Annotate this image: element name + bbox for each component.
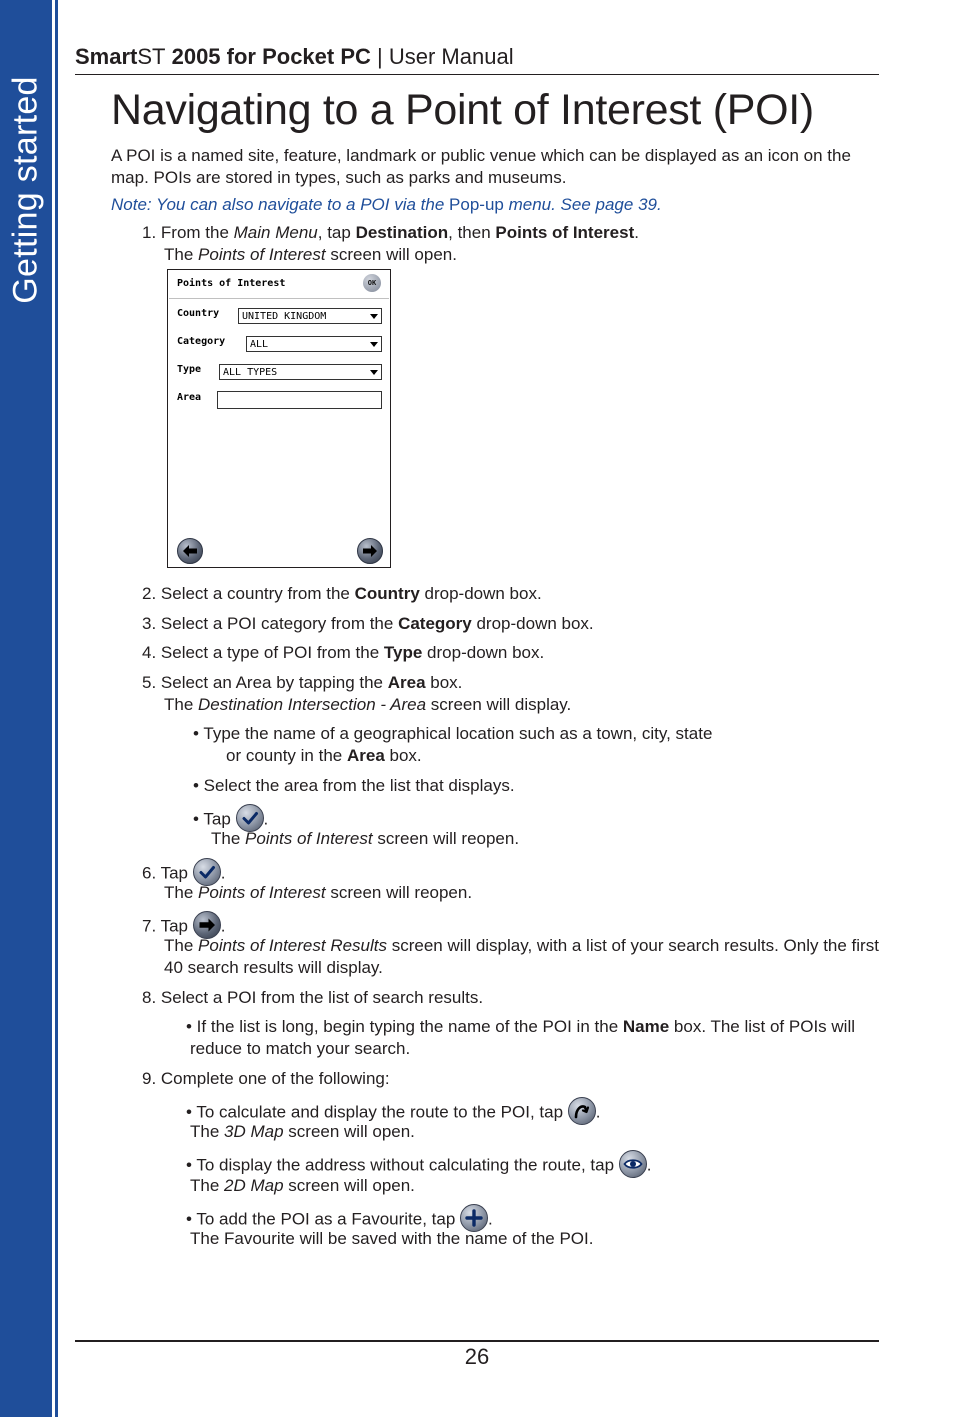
step-text: 3. Select a POI category from the [142,614,399,633]
step-text: The [164,936,199,955]
step-text: • To calculate and display the route to the POI, tap [186,1102,568,1122]
step-9-bullet-1-result [190,1121,415,1143]
side-tab [0,0,52,1417]
step-9-bullet-2-result [190,1175,415,1197]
step-text: screen will reopen. [325,883,473,902]
brand-st: ST [137,44,166,69]
step-text: screen will reopen. [372,829,520,848]
step-text: screen will open. [325,245,457,264]
step-text: screen will open. [283,1176,415,1195]
step-7-result-cont: 40 search results will display. [164,958,383,977]
step-1 [142,222,639,244]
step-text: . [220,863,226,883]
running-header [75,44,879,75]
term-2d-map: 2D Map [224,1176,284,1195]
category-select[interactable] [246,336,382,352]
section-tab-label: Getting started [6,76,45,304]
route-icon [568,1097,596,1125]
note-text-end: menu. See page 39. [503,195,662,214]
side-divider [55,0,58,1417]
step-text: . [220,916,226,936]
step-8-bullet-cont: reduce to match your search. [190,1039,411,1058]
country-label: Country [177,308,220,319]
step-text: The [190,1176,225,1195]
step-text: or county in the [226,746,347,765]
term-category: Category [398,614,472,633]
term-area: Area [387,673,426,692]
type-value: ALL TYPES [223,367,278,378]
step-1-result [164,244,457,266]
ok-button[interactable]: OK [363,274,381,292]
step-text: . [634,223,639,242]
step-text: box. The list of POIs will [669,1017,855,1036]
product-name: 2005 for Pocket PC [165,44,371,69]
step-text: screen will display, with a list of your search results. Only the first [387,936,879,955]
header-separator: | [370,44,389,69]
term-country: Country [354,584,420,603]
term-3d-map: 3D Map [224,1122,284,1141]
footer-divider [75,1340,879,1342]
step-text: 1. From the [142,223,234,242]
term-main-menu: Main Menu [233,223,318,242]
term-points-of-interest: Points of Interest [198,245,326,264]
pda-title: Points of Interest [177,278,286,289]
page-number: 26 [464,1344,490,1369]
note-text: Note: You can also navigate to a POI via the [111,195,450,214]
term-area: Area [346,746,385,765]
step-5-bullet-3-result [211,828,519,850]
step-5-bullet-1: • Type the name of a geographical location such as a town, city, state [193,724,713,743]
area-input[interactable] [217,391,382,409]
area-label: Area [177,392,202,403]
term-points-of-interest: Points of Interest [245,829,373,848]
step-6-result [164,882,472,904]
country-value: UNITED KINGDOM [242,311,327,322]
step-text: box. [425,673,463,692]
step-text: • Tap [193,809,236,829]
term-points-of-interest: Points of Interest [495,223,635,242]
step-text: , tap [317,223,356,242]
step-text: 6. Tap [142,863,193,883]
step-5-bullet-1-cont [226,745,422,767]
step-text: screen will display. [426,695,572,714]
step-text: 4. Select a type of POI from the [142,643,384,662]
step-text: . [595,1102,601,1122]
step-9-bullet-3-result: The Favourite will be saved with the name of the POI. [190,1229,594,1248]
pda-divider [169,298,389,299]
poi-screen-screenshot [167,269,391,568]
step-text: • To display the address without calculating the route, tap [186,1155,619,1175]
step-text: drop-down box. [419,584,542,603]
step-5-bullet-2: • Select the area from the list that displays. [193,776,515,795]
next-button[interactable] [357,538,383,564]
chevron-down-icon [370,370,378,375]
left-arrow-icon [178,539,202,563]
step-text: . [488,1209,493,1229]
step-text: box. [384,746,422,765]
country-select[interactable] [238,308,382,324]
step-8: 8. Select a POI from the list of search results. [142,988,484,1007]
step-text: . [646,1155,652,1175]
category-value: ALL [250,339,269,350]
step-2 [142,583,542,605]
intro-paragraph: A POI is a named site, feature, landmark or public venue which can be displayed as an icon on the map. POIs are stored in types, such as parks and museums. [111,146,851,187]
step-4 [142,642,544,664]
popup-term: Pop-up [449,195,504,214]
step-8-bullet [186,1016,855,1038]
doc-type: User Manual [388,44,514,69]
page-title: Navigating to a Point of Interest (POI) [111,86,814,134]
term-poi-results: Points of Interest Results [198,936,388,955]
term-points-of-interest: Points of Interest [198,883,326,902]
brand-smart: Smart [75,44,138,69]
step-text: The [164,245,199,264]
step-text: drop-down box. [471,614,594,633]
eye-icon [619,1150,647,1178]
step-text: • If the list is long, begin typing the name of the POI in the [186,1017,623,1036]
step-text: The [190,1122,225,1141]
step-text: • To add the POI as a Favourite, tap [186,1209,461,1229]
right-arrow-icon [358,539,382,563]
term-destination-intersection: Destination Intersection - Area [198,695,427,714]
step-3 [142,613,594,635]
step-text: . [263,809,269,829]
step-text: 2. Select a country from the [142,584,355,603]
step-text: The [211,829,246,848]
step-text: 7. Tap [142,916,193,936]
type-select[interactable] [219,364,382,380]
term-destination: Destination [355,223,449,242]
chevron-down-icon [370,314,378,319]
step-5-result [164,694,571,716]
step-text: 5. Select an Area by tapping the [142,673,388,692]
category-label: Category [177,336,226,347]
type-label: Type [177,364,202,375]
step-9: 9. Complete one of the following: [142,1069,390,1088]
step-5 [142,672,462,694]
note [111,195,662,215]
chevron-down-icon [370,342,378,347]
step-text: The [164,883,199,902]
step-7-result [164,935,879,957]
step-text: , then [448,223,496,242]
step-text: drop-down box. [422,643,545,662]
term-type: Type [383,643,423,662]
step-text: The [164,695,199,714]
back-button[interactable] [177,538,203,564]
term-name: Name [622,1017,670,1036]
step-text: screen will open. [283,1122,415,1141]
